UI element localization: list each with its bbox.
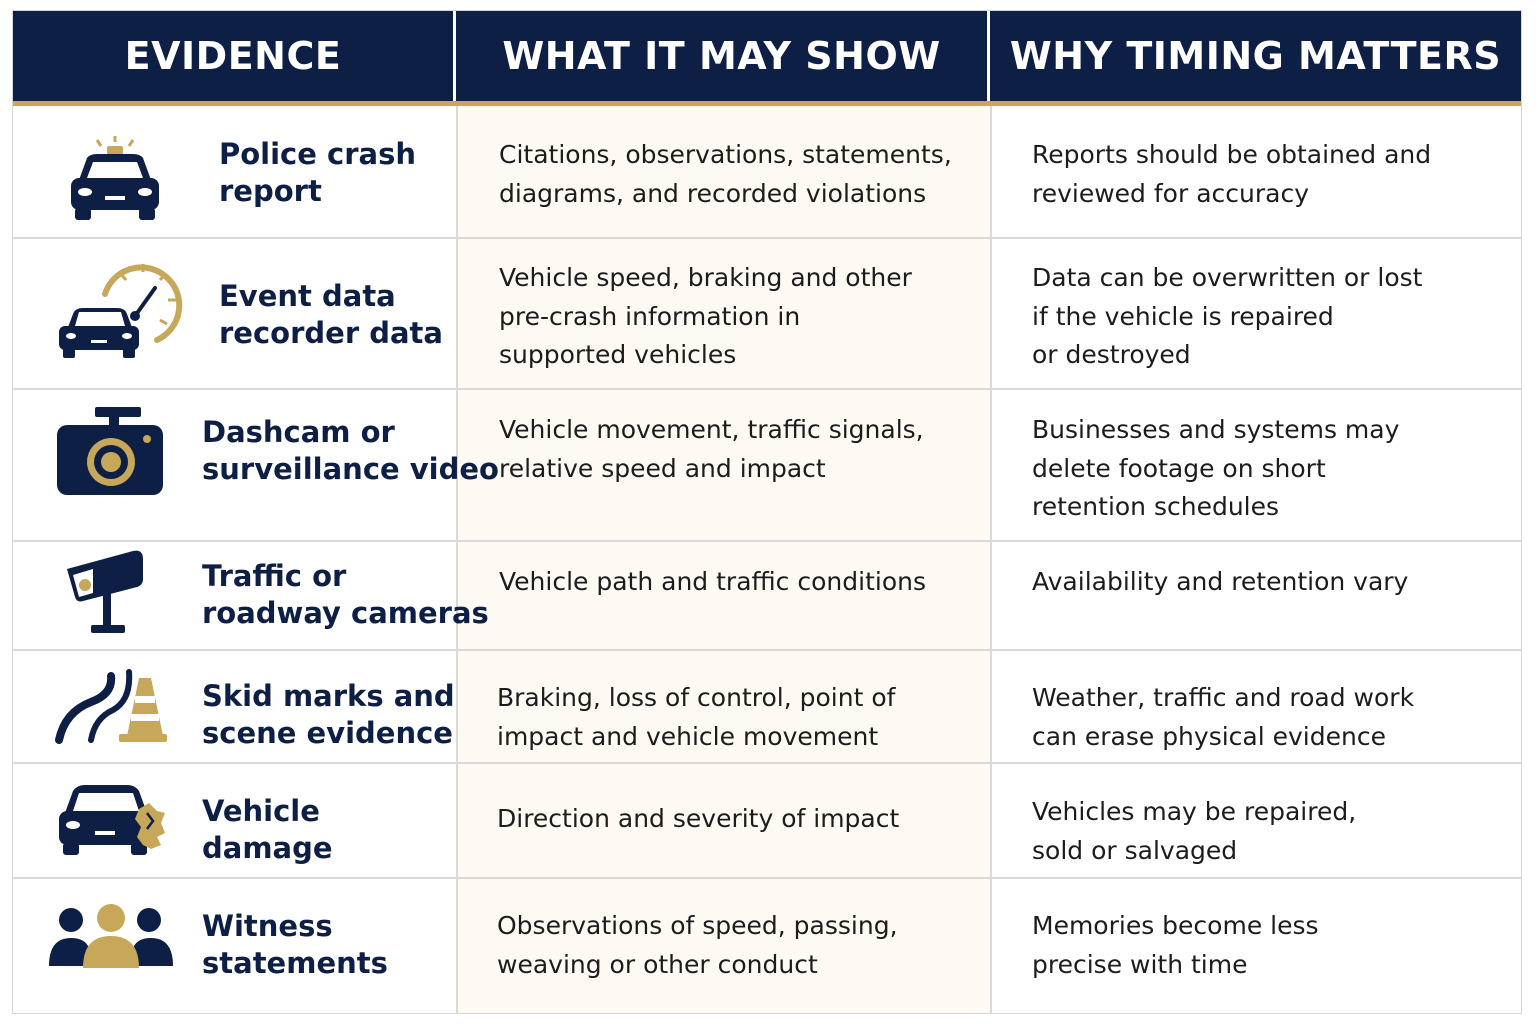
why-timing-matters-cell: Weather, traffic and road work can erase physical evidence [1032, 683, 1415, 751]
why-timing-matters-cell: Memories become less precise with time [1032, 911, 1319, 979]
witnesses-icon [47, 904, 175, 970]
evidence-label: Skid marks and scene evidence [202, 679, 455, 750]
skid-marks-cone-icon [55, 668, 167, 744]
header-evidence: EVIDENCE [124, 34, 342, 78]
what-it-may-show-cell: Observations of speed, passing, weaving or other conduct [497, 911, 898, 979]
police-car-icon [65, 136, 165, 226]
header-why-timing-matters: WHY TIMING MATTERS [1009, 34, 1502, 78]
what-it-may-show-cell: Vehicle speed, braking and other pre-crash information in supported vehicles [499, 263, 912, 369]
why-timing-matters-cell: Businesses and systems may delete footage on short retention schedules [1032, 415, 1400, 521]
security-camera-icon [63, 549, 149, 637]
why-timing-matters-cell: Vehicles may be repaired, sold or salvaged [1032, 797, 1357, 865]
table-row [13, 106, 1521, 237]
table-row [13, 878, 1521, 1013]
header-what-it-may-show: WHAT IT MAY SHOW [502, 34, 941, 78]
evidence-table [12, 10, 1522, 1014]
what-it-may-show-cell: Direction and severity of impact [497, 804, 900, 833]
evidence-label: Witness statements [202, 909, 388, 980]
evidence-label: Event data recorder data [219, 279, 443, 350]
table-row [13, 389, 1521, 540]
why-timing-matters-cell: Reports should be obtained and reviewed for accuracy [1032, 140, 1432, 208]
evidence-label: Vehicle damage [202, 794, 333, 865]
why-timing-matters-cell: Data can be overwritten or lost if the vehicle is repaired or destroyed [1032, 263, 1423, 369]
what-it-may-show-cell: Citations, observations, statements, diagrams, and recorded violations [499, 140, 952, 208]
table-row [13, 650, 1521, 762]
what-it-may-show-cell: Vehicle movement, traffic signals, relative speed and impact [499, 415, 924, 483]
camera-icon [55, 407, 165, 499]
table-row [13, 763, 1521, 877]
evidence-label: Police crash report [219, 137, 416, 208]
table-row [13, 238, 1521, 388]
damaged-car-icon [57, 783, 167, 859]
what-it-may-show-cell: Braking, loss of control, point of impact and vehicle movement [497, 683, 896, 751]
table-header [13, 11, 1521, 101]
what-it-may-show-cell: Vehicle path and traffic conditions [499, 567, 926, 596]
evidence-label: Dashcam or surveillance video [202, 415, 499, 486]
speedometer-car-icon [55, 260, 187, 360]
why-timing-matters-cell: Availability and retention vary [1032, 567, 1409, 596]
table-row [13, 541, 1521, 649]
evidence-label: Traffic or roadway cameras [202, 559, 489, 630]
